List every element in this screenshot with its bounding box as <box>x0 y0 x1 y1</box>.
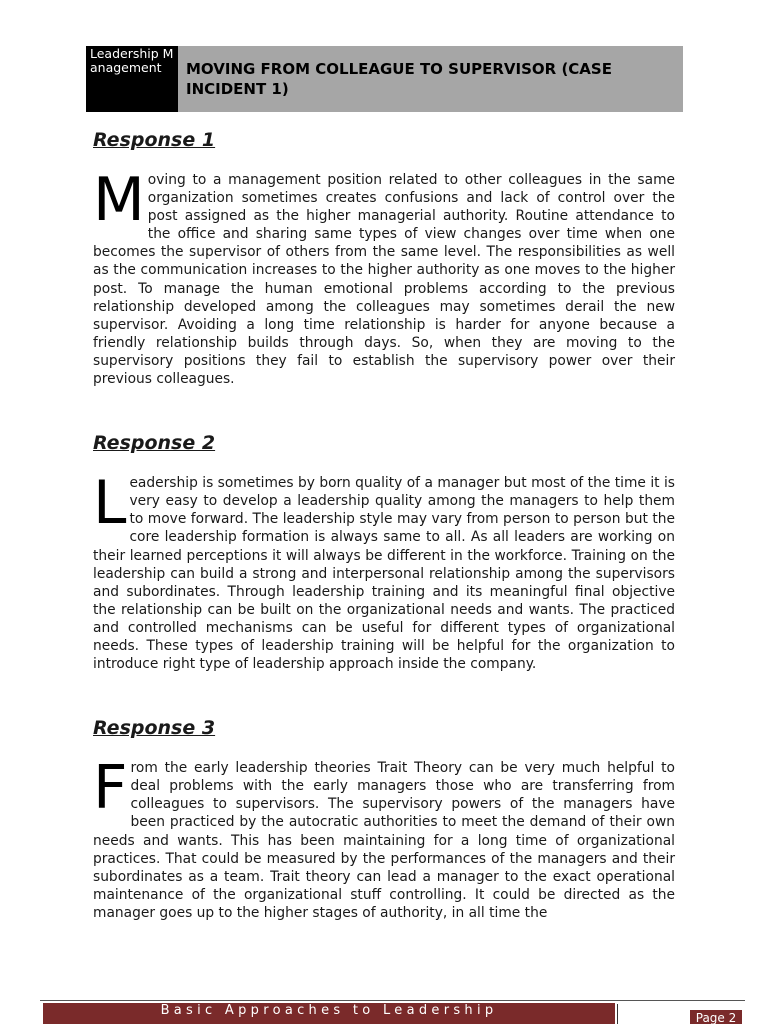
response-heading-2: Response 2 <box>93 432 216 455</box>
response-section-3 <box>93 714 675 922</box>
response-text-2: eadership is sometimes by born quality of a manager but most of the time it is very easy to develop a leadership quality among the managers to help them to move forward. The leadership style may vary from person to person but the core leadership formation is always same to all. As all leaders are working on their learned perceptions it will always be different in the workforce. Training on the leadership can build a strong and interpersonal relationship among the supervisors and subordinates. Through leadership training and its meaningful final objective the relationship can be built on the organizational needs and wants. The practiced and controlled mechanisms can be useful for different types of organizational needs. These types of leadership training will be helpful for the organization to introduce right type of leadership approach inside the company. <box>93 475 675 673</box>
response-heading-1: Response 1 <box>93 129 216 151</box>
response-section-1 <box>93 126 675 388</box>
response-section-2 <box>93 429 675 673</box>
response-heading-3: Response 3 <box>93 717 216 740</box>
document-title: MOVING FROM COLLEAGUE TO SUPERVISOR (CASE INCIDENT 1) <box>178 46 683 112</box>
response-text-1: oving to a management position related to other colleagues in the same organization sometimes creates confusions and lack of control over the post assigned as the higher managerial authority. Routine attendance to the office and sharing same types of view changes over time when one becomes the supervisor of others from the same level. The responsibilities as well as the communication increases to the higher authority as one moves to the higher post. To manage the human emotional problems according to the previous relationship developed among the colleagues may sometimes derail the new supervisor. Avoiding a long time relationship is harder for anyone because a friendly relationship builds through days. So, when they are moving to the supervisory positions they fail to establish the supervisory power over their previous colleagues. <box>93 172 675 388</box>
response-paragraph-3 <box>93 753 675 922</box>
page-number: Page 2 <box>690 1010 742 1024</box>
footer-title: Basic Approaches to Leadership <box>43 1003 615 1024</box>
drop-cap-1: M <box>93 165 145 235</box>
drop-cap-3: F <box>93 753 128 824</box>
document-body <box>93 126 675 922</box>
response-text-3: rom the early leadership theories Trait Theory can be very much helpful to deal problems with the early managers those who are transferring from colleagues to supervisors. The supervisory powers of the managers have been practiced by the autocratic authorities to meet the demand of their own needs and wants. This has been maintaining for a long time of organizational practices. That could be measured by the performances of the managers and their subordinates as a team. Trait theory can lead a manager to the exact operational maintenance of the organizational stuff controlling. It could be directed as the manager goes up to the higher stages of authority, in all time the <box>93 760 675 921</box>
page-header <box>86 46 683 112</box>
header-side-label: Leadership Management <box>86 46 178 112</box>
footer-divider <box>40 1000 745 1001</box>
footer-separator <box>617 1004 618 1024</box>
response-paragraph-2 <box>93 468 675 673</box>
drop-cap-2: L <box>93 468 127 539</box>
response-paragraph-1 <box>93 165 675 388</box>
